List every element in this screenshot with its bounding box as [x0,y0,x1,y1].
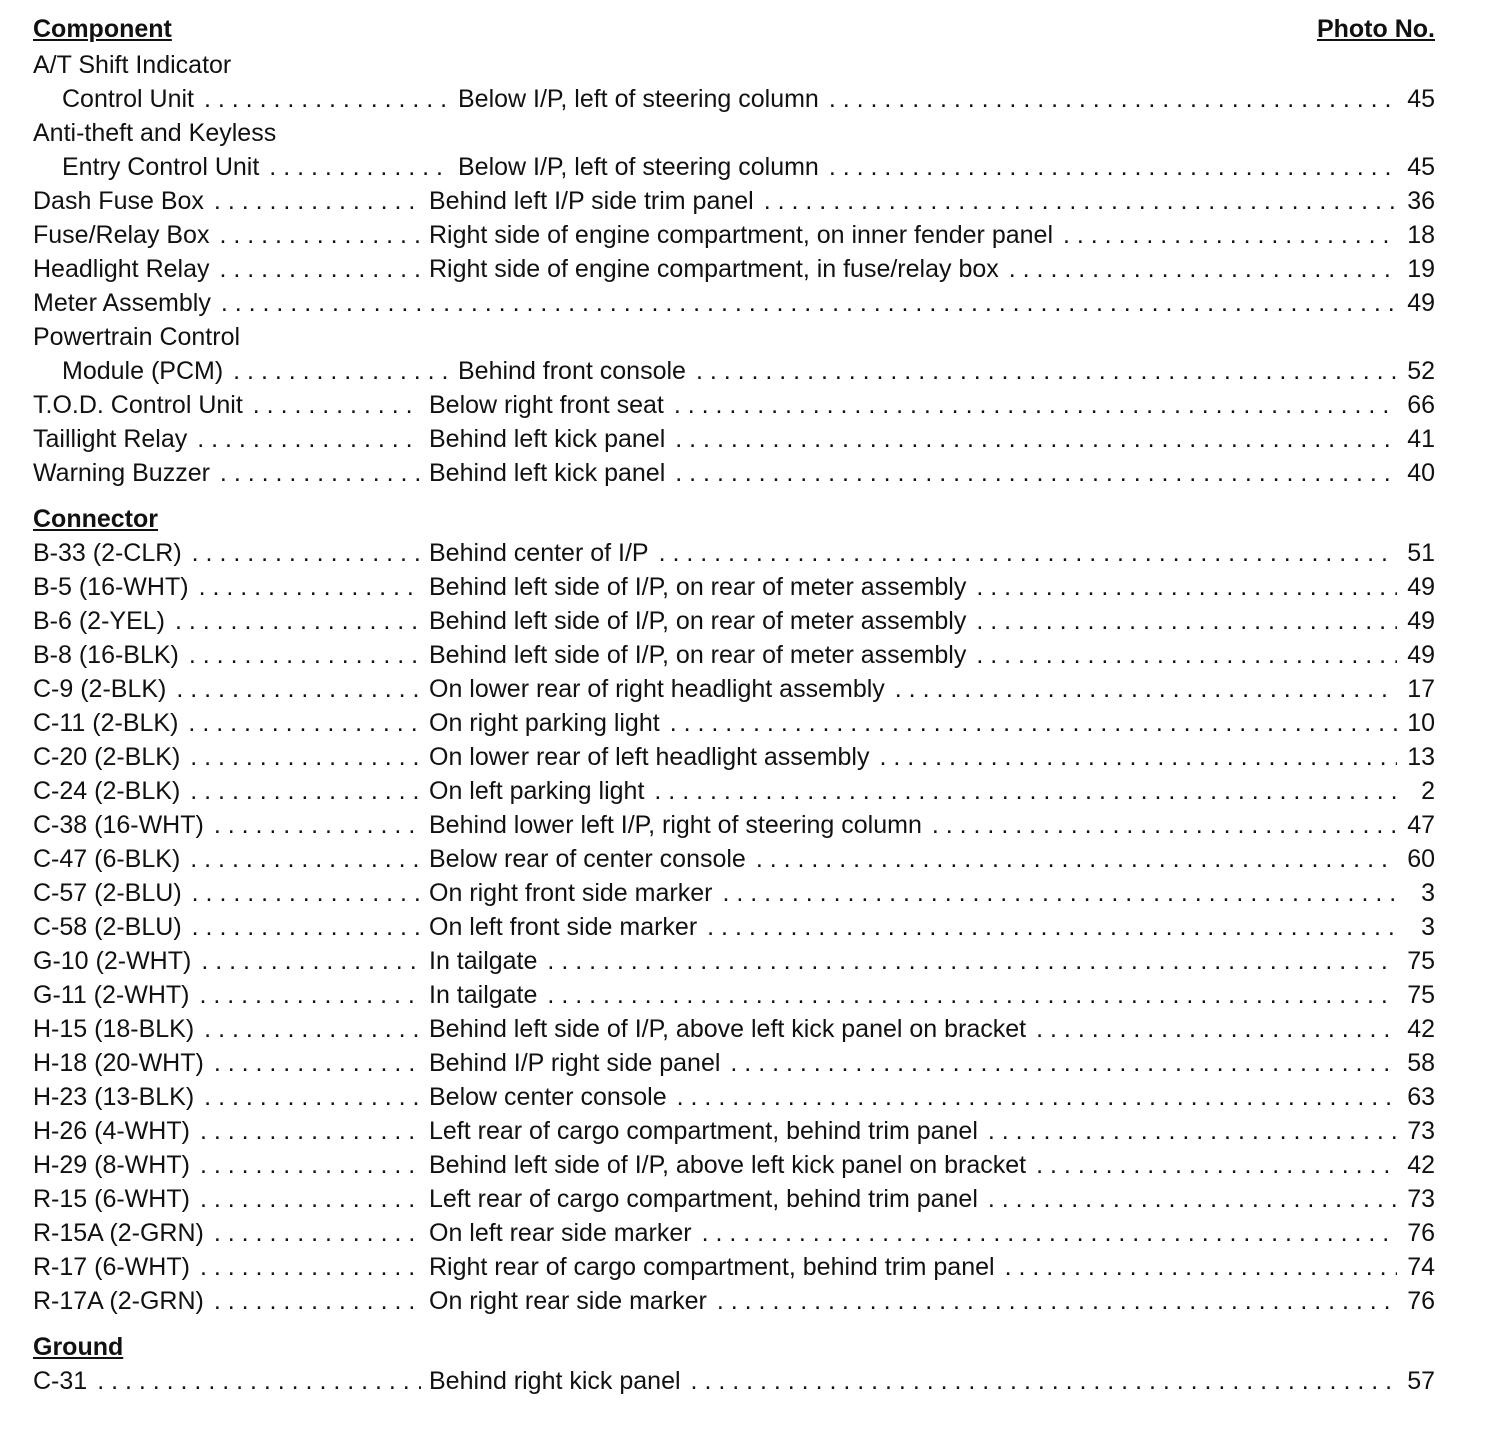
dot-leader [204,1216,421,1250]
entry-name: C-31 [33,1367,88,1395]
entry-location-cell [429,672,1405,706]
entry-name: Entry Control Unit [62,153,260,181]
entry-location-cell [458,354,1405,388]
list-item [33,842,1435,876]
dot-leader [966,638,1397,672]
dot-leader [165,604,421,638]
dot-leader [194,1012,421,1046]
dot-leader [187,422,421,456]
entry-photo-number: 10 [1407,709,1435,737]
entry-photo-number: 74 [1407,1253,1435,1281]
entry-photo-number: 49 [1407,573,1435,601]
entry-location-cell [429,808,1405,842]
entry-location-cell [429,570,1405,604]
list-item [33,286,1435,320]
dot-leader [712,876,1397,910]
entry-name-cell [33,1012,429,1046]
entry-location-cell [429,422,1405,456]
list-item [33,184,1435,218]
list-item [33,536,1435,570]
dot-leader [660,706,1397,740]
list-item [33,1148,1435,1182]
dot-leader [537,944,1397,978]
dot-leader [870,740,1398,774]
entry-name: G-10 (2-WHT) [33,947,192,975]
connectors-list [33,536,1435,1318]
entry-location: In tailgate [429,947,538,975]
list-item [33,354,1435,388]
entry-location-cell [429,1182,1405,1216]
list-item [33,1364,1435,1398]
entry-name-cell [33,672,429,706]
entry-name: C-58 (2-BLU) [33,913,182,941]
entry-name: Fuse/Relay Box [33,221,210,249]
entry-location: Behind left side of I/P, on rear of meter assembly [429,607,967,635]
entry-photo-number: 42 [1407,1015,1435,1043]
entry-name-cell [33,354,458,388]
grounds-list [33,1364,1435,1398]
entry-location: Right side of engine compartment, on inner fender panel [429,221,1053,249]
entry-photo-number: 13 [1407,743,1435,771]
dot-leader [166,672,421,706]
entry-name: R-17 (6-WHT) [33,1253,190,1281]
entry-name: H-18 (20-WHT) [33,1049,204,1077]
entry-name: Taillight Relay [33,425,188,453]
dot-leader [182,876,421,910]
entry-name: Warning Buzzer [33,459,210,487]
entry-location: On right front side marker [429,879,713,907]
entry-location: On right rear side marker [429,1287,707,1315]
dot-leader [1026,1012,1397,1046]
entry-name-cell [33,842,429,876]
dot-leader [665,422,1397,456]
dot-leader [204,1284,421,1318]
list-item [33,672,1435,706]
entry-name-line1: Anti-theft and Keyless [33,119,277,147]
dot-leader [681,1364,1397,1398]
entry-name: C-57 (2-BLU) [33,879,182,907]
entry-name-cell [33,638,429,672]
entry-location: Behind left side of I/P, on rear of meter assembly [429,641,967,669]
entry-name-cell [33,286,1405,320]
list-item [33,570,1435,604]
entry-name: C-38 (16-WHT) [33,811,204,839]
dot-leader [966,604,1397,638]
entry-location-cell [458,82,1405,116]
entry-photo-number: 36 [1407,187,1435,215]
dot-leader [746,842,1397,876]
entry-name-cell [33,82,458,116]
entry-location: Behind left side of I/P, above left kick panel on bracket [429,1151,1027,1179]
entry-name: H-26 (4-WHT) [33,1117,190,1145]
entry-location: Below rear of center console [429,845,746,873]
list-item [33,910,1435,944]
entry-name: C-9 (2-BLK) [33,675,167,703]
entry-location-cell [429,876,1405,910]
entry-location: Behind left kick panel [429,425,666,453]
entry-location: Left rear of cargo compartment, behind trim panel [429,1185,978,1213]
entry-name-cell [33,570,429,604]
entry-location: On left rear side marker [429,1219,692,1247]
component-location-index [33,12,1435,1398]
dot-leader [204,808,421,842]
entry-name-cell [33,184,429,218]
dot-leader [665,456,1397,490]
list-item [33,82,1435,116]
entry-name-cell [33,808,429,842]
entry-location-cell [429,638,1405,672]
entry-photo-number: 42 [1407,1151,1435,1179]
entry-location-cell [429,388,1405,422]
entry-location-cell [429,1284,1405,1318]
entry-location-cell [429,1046,1405,1080]
list-item [33,1284,1435,1318]
dot-leader [180,842,421,876]
list-item [33,388,1435,422]
entry-location-cell [429,910,1405,944]
entry-location-cell [429,1364,1405,1398]
entry-photo-number: 40 [1407,459,1435,487]
list-item [33,1012,1435,1046]
dot-leader [179,638,421,672]
entry-photo-number: 49 [1407,641,1435,669]
entry-photo-number: 47 [1407,811,1435,839]
entry-name-cell [33,1114,429,1148]
entry-name: H-23 (13-BLK) [33,1083,195,1111]
entry-name: B-5 (16-WHT) [33,573,189,601]
entry-name-cell [33,388,429,422]
dot-leader [692,1216,1397,1250]
entry-photo-number: 75 [1407,947,1435,975]
entry-photo-number: 41 [1407,425,1435,453]
entry-photo-number: 76 [1407,1219,1435,1247]
entry-name: Headlight Relay [33,255,210,283]
dot-leader [223,354,450,388]
entry-name-cell [33,536,429,570]
entry-photo-number: 2 [1421,777,1435,805]
entry-name-line1: A/T Shift Indicator [33,51,232,79]
photo-number-column-header: Photo No. [1316,15,1435,43]
entry-location-cell [429,1080,1405,1114]
list-item [33,876,1435,910]
dot-leader [999,252,1397,286]
entry-name: C-24 (2-BLK) [33,777,181,805]
entry-location: Behind left kick panel [429,459,666,487]
list-item [33,218,1435,252]
list-item [33,456,1435,490]
entry-location-cell [429,1114,1405,1148]
entry-name-cell [33,774,429,808]
entry-name-line1: Powertrain Control [33,323,241,351]
dot-leader [210,252,422,286]
ground-section-heading: Ground [33,1333,124,1361]
dot-leader [667,1080,1397,1114]
entry-photo-number: 73 [1407,1117,1435,1145]
entry-photo-number: 58 [1407,1049,1435,1077]
entry-name: B-8 (16-BLK) [33,641,179,669]
entry-name-cell [33,150,458,184]
entry-name-cell [33,978,429,1012]
entry-photo-number: 45 [1407,85,1435,113]
entry-name-cell [33,252,429,286]
list-item [33,740,1435,774]
dot-leader [189,978,421,1012]
list-item [33,706,1435,740]
list-item [33,978,1435,1012]
entry-location-cell [429,1148,1405,1182]
entry-name-cell [33,1182,429,1216]
entry-name-cell [33,1364,429,1398]
entry-name-cell [33,604,429,638]
dot-leader [190,1182,421,1216]
dot-leader [180,740,421,774]
list-item [33,1182,1435,1216]
dot-leader [243,388,421,422]
entry-name: Dash Fuse Box [33,187,204,215]
dot-leader [204,1046,421,1080]
component-column-header: Component [33,15,172,43]
entry-photo-number: 19 [1407,255,1435,283]
dot-leader [644,774,1397,808]
dot-leader [754,184,1397,218]
entry-photo-number: 18 [1407,221,1435,249]
dot-leader [190,1148,421,1182]
dot-leader [1026,1148,1397,1182]
entry-location: On left front side marker [429,913,698,941]
dot-leader [978,1182,1397,1216]
entry-location: Left rear of cargo compartment, behind trim panel [429,1117,978,1145]
entry-photo-number: 45 [1407,153,1435,181]
dot-leader [697,910,1397,944]
entry-location: On right parking light [429,709,660,737]
entry-photo-number: 57 [1407,1367,1435,1395]
entry-name-cell [33,706,429,740]
entry-location-cell [458,150,1405,184]
entry-name: R-15 (6-WHT) [33,1185,190,1213]
dot-leader [1053,218,1397,252]
entry-location: Below right front seat [429,391,664,419]
entry-photo-number: 3 [1421,913,1435,941]
entry-photo-number: 66 [1407,391,1435,419]
entry-name: H-29 (8-WHT) [33,1151,190,1179]
entry-location-cell [429,706,1405,740]
dot-leader [178,706,421,740]
entry-name: T.O.D. Control Unit [33,391,243,419]
list-item [33,808,1435,842]
entry-photo-number: 51 [1407,539,1435,567]
entry-location: Right rear of cargo compartment, behind trim panel [429,1253,995,1281]
entry-location-cell [429,604,1405,638]
entry-location: Behind right kick panel [429,1367,681,1395]
entry-name-cell [33,1250,429,1284]
list-item [33,422,1435,456]
entry-location: Behind lower left I/P, right of steering column [429,811,922,839]
dot-leader [180,774,421,808]
dot-leader [966,570,1397,604]
dot-leader [204,184,421,218]
dot-leader [190,1250,421,1284]
entry-location: In tailgate [429,981,538,1009]
entry-location: Behind left I/P side trim panel [429,187,754,215]
entry-name-cell [33,422,429,456]
entry-name-cell [33,456,429,490]
entry-name: Module (PCM) [62,357,224,385]
entry-location-cell [429,842,1405,876]
entry-location-cell [429,536,1405,570]
entry-location-cell [429,740,1405,774]
dot-leader [819,82,1397,116]
entry-name-cell [33,740,429,774]
list-item [33,1046,1435,1080]
list-item [33,1114,1435,1148]
dot-leader [182,536,421,570]
entry-name-cell [33,1046,429,1080]
entry-name: B-33 (2-CLR) [33,539,182,567]
dot-leader [190,1114,421,1148]
dot-leader [995,1250,1397,1284]
dot-leader [686,354,1397,388]
entry-name-cell [33,1284,429,1318]
dot-leader [87,1364,421,1398]
entry-name: C-20 (2-BLK) [33,743,181,771]
entry-name-cell [33,910,429,944]
dot-leader [194,82,450,116]
entry-location-cell [429,184,1405,218]
entry-location-cell [429,774,1405,808]
dot-leader [211,286,1397,320]
entry-name: H-15 (18-BLK) [33,1015,195,1043]
list-item [33,150,1435,184]
entry-location: On left parking light [429,777,645,805]
list-item [33,1080,1435,1114]
entry-location: Behind center of I/P [429,539,649,567]
entry-name-cell [33,1080,429,1114]
entry-location: Behind I/P right side panel [429,1049,721,1077]
dot-leader [978,1114,1397,1148]
dot-leader [885,672,1397,706]
dot-leader [720,1046,1397,1080]
dot-leader [189,570,421,604]
entry-name: Meter Assembly [33,289,211,317]
entry-location: On lower rear of right headlight assembly [429,675,885,703]
entry-name: C-47 (6-BLK) [33,845,181,873]
dot-leader [664,388,1397,422]
dot-leader [209,218,421,252]
dot-leader [259,150,450,184]
entry-photo-number: 49 [1407,289,1435,317]
dot-leader [182,910,421,944]
dot-leader [649,536,1397,570]
dot-leader [194,1080,421,1114]
entry-location-cell [429,944,1405,978]
connector-section-heading: Connector [33,505,158,533]
entry-name-cell [33,944,429,978]
list-item [33,1216,1435,1250]
entry-photo-number: 49 [1407,607,1435,635]
entry-photo-number: 60 [1407,845,1435,873]
entry-location: Behind left side of I/P, on rear of meter assembly [429,573,967,601]
list-item [33,252,1435,286]
entry-photo-number: 17 [1407,675,1435,703]
entry-location: On lower rear of left headlight assembly [429,743,870,771]
entry-photo-number: 75 [1407,981,1435,1009]
entry-location-cell [429,218,1405,252]
dot-leader [819,150,1397,184]
entry-location: Below center console [429,1083,667,1111]
list-item [33,944,1435,978]
entry-name-cell [33,1216,429,1250]
list-item [33,1250,1435,1284]
components-list [33,48,1435,490]
entry-photo-number: 52 [1407,357,1435,385]
table-header [33,12,1435,48]
entry-name: R-15A (2-GRN) [33,1219,204,1247]
entry-location: Below I/P, left of steering column [458,153,819,181]
entry-location-cell [429,456,1405,490]
entry-photo-number: 73 [1407,1185,1435,1213]
dot-leader [210,456,421,490]
dot-leader [707,1284,1397,1318]
entry-name-cell [33,876,429,910]
dot-leader [537,978,1397,1012]
entry-name: C-11 (2-BLK) [33,709,179,737]
entry-location: Right side of engine compartment, in fuse/relay box [429,255,999,283]
entry-photo-number: 76 [1407,1287,1435,1315]
entry-location-cell [429,1250,1405,1284]
entry-name-cell [33,1148,429,1182]
entry-location-cell [429,1216,1405,1250]
entry-location: Behind left side of I/P, above left kick panel on bracket [429,1015,1027,1043]
entry-name: Control Unit [62,85,194,113]
list-item [33,774,1435,808]
entry-location: Below I/P, left of steering column [458,85,819,113]
entry-location-cell [429,978,1405,1012]
entry-photo-number: 63 [1407,1083,1435,1111]
entry-location: Behind front console [458,357,686,385]
dot-leader [922,808,1397,842]
entry-photo-number: 3 [1421,879,1435,907]
list-item [33,638,1435,672]
entry-name-cell [33,218,429,252]
entry-location-cell [429,252,1405,286]
list-item [33,604,1435,638]
entry-name: B-6 (2-YEL) [33,607,165,635]
entry-name: G-11 (2-WHT) [33,981,190,1009]
entry-location-cell [429,1012,1405,1046]
dot-leader [191,944,421,978]
entry-name: R-17A (2-GRN) [33,1287,204,1315]
